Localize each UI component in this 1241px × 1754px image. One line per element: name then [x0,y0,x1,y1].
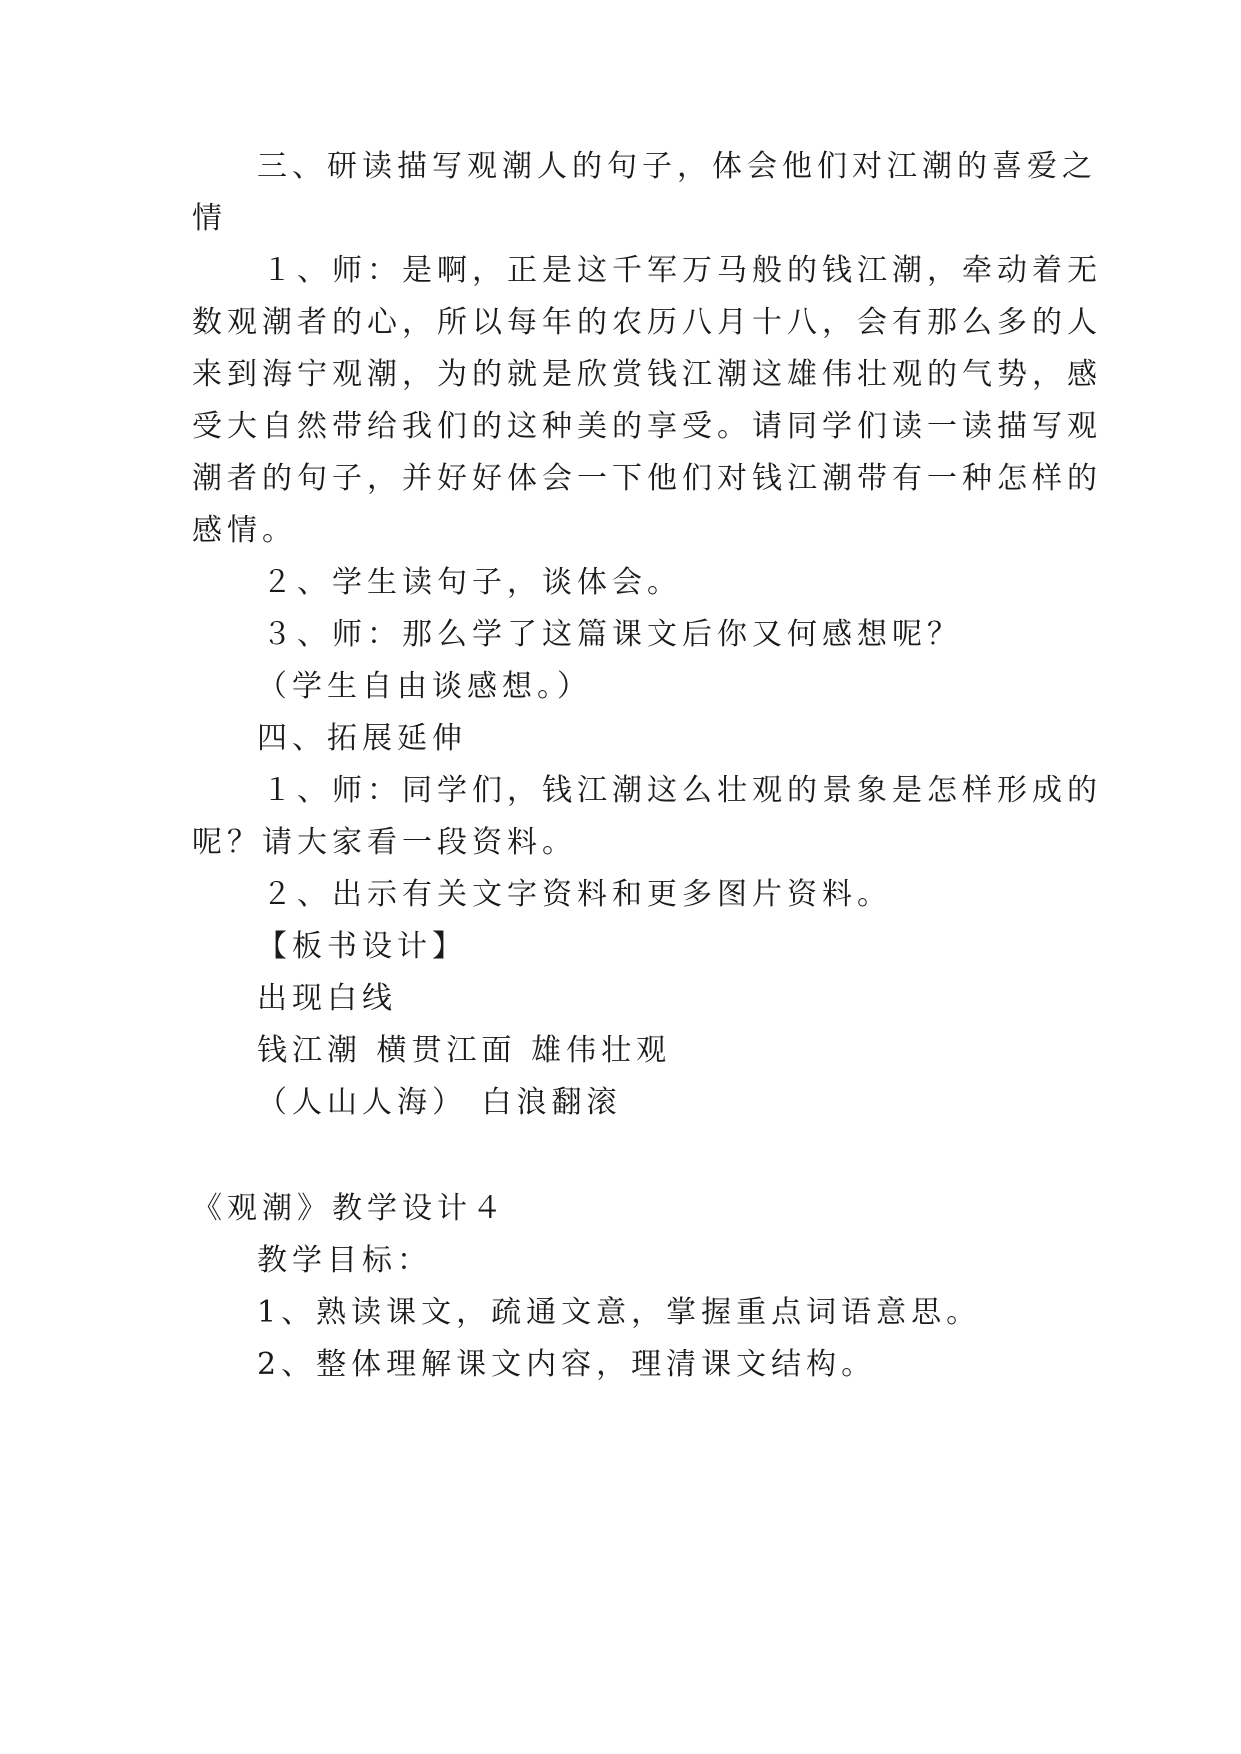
paragraph-line: 数观潮者的心，所以每年的农历八月十八，会有那么多的人 [192,305,1102,340]
objective-item: 1、熟读课文，疏通文意，掌握重点词语意思。 [257,1295,982,1330]
section-heading-four: 四、拓展延伸 [257,721,467,756]
paragraph-line: １、师：同学们，钱江潮这么壮观的景象是怎样形成的 [262,773,1102,808]
paragraph-line: 呢？请大家看一段资料。 [192,825,577,860]
paragraph-line: 情 [192,201,227,236]
section-heading-three: 三、研读描写观潮人的句子，体会他们对江潮的喜爱之 [257,149,1097,184]
paragraph-line: （学生自由谈感想。） [257,669,592,704]
paragraph-line: 潮者的句子，并好好体会一下他们对钱江潮带有一种怎样的 [192,461,1102,496]
paragraph-line: 来到海宁观潮，为的就是欣赏钱江潮这雄伟壮观的气势，感 [192,357,1102,392]
paragraph-line: １、师：是啊，正是这千军万马般的钱江潮，牵动着无 [262,253,1102,288]
objective-item: 2、整体理解课文内容，理清课文结构。 [257,1347,877,1382]
board-design-line: （人山人海） 白浪翻滚 [257,1085,622,1120]
paragraph-line: ２、学生读句子，谈体会。 [262,565,682,600]
design-title: 《观潮》教学设计４ [192,1191,507,1226]
paragraph-line: 受大自然带给我们的这种美的享受。请同学们读一读描写观 [192,409,1102,444]
board-design-heading: 【板书设计】 [257,929,467,964]
paragraph-line: 感情。 [192,513,297,548]
paragraph-line: ３、师：那么学了这篇课文后你又何感想呢？ [262,617,962,652]
board-design-line: 钱江潮 横贯江面 雄伟壮观 [257,1033,672,1068]
board-design-line: 出现白线 [257,981,397,1016]
objectives-heading: 教学目标： [257,1243,432,1278]
paragraph-line: ２、出示有关文字资料和更多图片资料。 [262,877,892,912]
